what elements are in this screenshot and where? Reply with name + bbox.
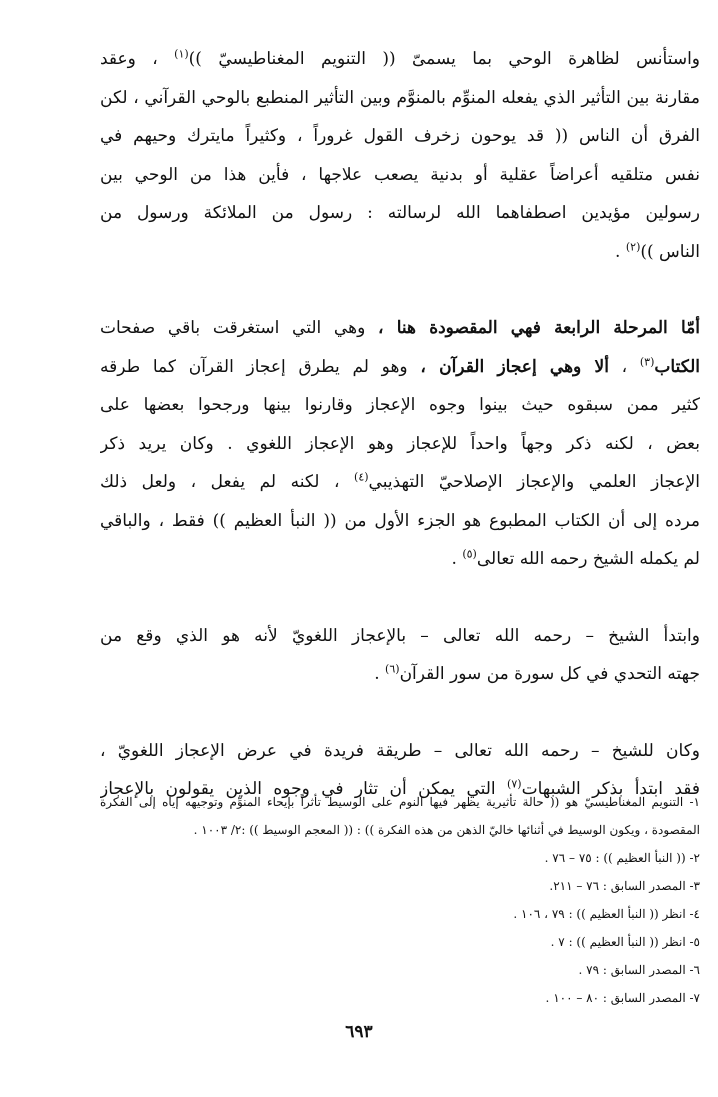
- paragraph-3: [100, 617, 700, 694]
- paragraph-2-line-5-a: الإعجاز العلمي والإعجاز الإصلاحيّ التهذيبي: [368, 472, 700, 492]
- paragraph-2-line-1-rest: وهي التي استغرقت باقي صفحات: [100, 318, 378, 338]
- footnote-ref-6: (٦): [385, 662, 400, 676]
- footnote-1-line-1: ١- التنويم المغناطيسيّ هو (( حالة تأثيرية يظهر فيها النوم على الوسيط تأثراً بإيحاء المنوِّم وتوجيهه إياه إلى الفكرة: [100, 795, 700, 809]
- footnote-ref-5: (٥): [462, 547, 477, 561]
- footnote-4: ٤- انظر (( النبأ العظيم )) : ٧٩ ، ١٠٦ .: [513, 907, 700, 921]
- paragraph-2-line-7: [100, 540, 700, 579]
- footnote-3: ٣- المصدر السابق : ٧٦ – ٢١١.: [549, 879, 700, 893]
- footnote-1-line-2: المقصودة ، ويكون الوسيط في أثنائها خاليّ الذهن من هذه الفكرة )) : (( المعجم الوسيط )) :٢/ ١٠٠٣ .: [193, 823, 700, 837]
- paragraph-2-separator: ،: [608, 356, 640, 377]
- paragraph-3-line-1: وابتدأ الشيخ – رحمه الله تعالى – بالإعجاز اللغويّ لأنه هو الذي وقع من: [100, 625, 700, 646]
- paragraph-2-line-2: [100, 348, 700, 387]
- paragraph-2: [100, 309, 700, 579]
- paragraph-4-line-1: وكان للشيخ – رحمه الله تعالى – طريقة فريدة في عرض الإعجاز اللغويّ ،: [100, 740, 700, 761]
- bold-book: الكتاب: [654, 356, 700, 377]
- footnotes: [100, 788, 700, 1012]
- paragraph-2-line-5: [100, 463, 700, 502]
- bold-quran-miracle: ألا وهي إعجاز القرآن ،: [420, 356, 609, 377]
- footnote-7: ٧- المصدر السابق : ٨٠ – ١٠٠ .: [545, 991, 700, 1005]
- paragraph-4-line-2-b: التي يمكن أن تثار في وجوه الذين يقولون بالإعجاز: [100, 779, 508, 799]
- paragraph-1-line-6: [100, 233, 700, 272]
- footnote-ref-2: (٢): [625, 239, 641, 253]
- paragraph-3-line-2: [100, 655, 700, 694]
- footnote-2: ٢- (( النبأ العظيم )) : ٧٥ – ٧٦ .: [544, 851, 700, 865]
- main-text: [100, 40, 700, 809]
- paragraph-1-line-3: الفرق أن الناس (( قد يوحون زخرف القول غروراً ، وكثيراً مايترك وحيهم في: [100, 126, 700, 146]
- paragraph-2-line-2-rest: وهو لم يطرق إعجاز القرآن كما طرقه: [100, 356, 421, 377]
- paragraph-1-line-1-text: واستأنس لظاهرة الوحي بما يسمىّ (( التنويم المغناطيسيّ )): [188, 49, 700, 69]
- paragraph-1: [100, 40, 700, 271]
- paragraph-3-line-2-b: .: [374, 664, 386, 684]
- page-number: ٦٩٣: [345, 1022, 373, 1042]
- paragraph-1-line-4: نفس متلقيه أعراضاً عقلية أو بدنية يصعب علاجها ، فأين هذا من الوحي بين: [100, 164, 700, 185]
- paragraph-2-line-4: بعض ، لكنه ذكر وجهاً واحداً للإعجاز وهو الإعجاز اللغوي . وكان يريد ذكر: [100, 433, 700, 454]
- paragraph-1-line-2: مقارنة بين التأثير الذي يفعله المنوِّم بالمنوَّم وبين التأثير المنطبع بالوحي القرآني ، لكن: [100, 87, 700, 108]
- paragraph-3-line-2-a: جهته التحدي في كل سورة من سور القرآن: [399, 664, 700, 684]
- paragraph-2-line-3: كثير ممن سبقوه حيث بينوا وجوه الإعجاز وقارنوا بينها ورجحوا بعضها على: [100, 395, 700, 415]
- paragraph-2-line-7-b: .: [451, 549, 463, 569]
- footnote-ref-4: (٤): [354, 470, 369, 484]
- paragraph-2-line-6: مرده إلى أن الكتاب المطبوع هو الجزء الأول من (( النبأ العظيم )) فقط ، والباقي: [100, 510, 700, 531]
- paragraph-2-line-7-a: لم يكمله الشيخ رحمه الله تعالى: [476, 549, 700, 569]
- paragraph-2-line-5-b: ، لكنه لم يفعل ، ولعل ذلك: [100, 472, 355, 492]
- paragraph-1-line-6-text: الناس )): [640, 241, 700, 262]
- paragraph-4-line-2-a: فقد ابتدأ بذكر الشبهات: [521, 779, 700, 799]
- paragraph-1-line-5: رسولين مؤيدين اصطفاهما الله لرسالته : رسول من الملائكة ورسول من: [100, 203, 700, 223]
- paragraph-1-line-1: [100, 40, 700, 79]
- heading-fourth-stage: أمّا المرحلة الرابعة فهي المقصودة هنا ،: [378, 318, 700, 338]
- footnote-ref-3: (٣): [639, 354, 655, 368]
- paragraph-1-line-6-tail: .: [615, 241, 626, 262]
- footnote-ref-7: (٧): [507, 777, 522, 791]
- paragraph-2-line-1: [100, 309, 700, 348]
- paragraph-spacer: [100, 694, 700, 732]
- footnote-6: ٦- المصدر السابق : ٧٩ .: [578, 963, 700, 977]
- paragraph-spacer: [100, 271, 700, 309]
- paragraph-spacer: [100, 579, 700, 617]
- paragraph-1-line-1-tail: ، وعقد: [100, 49, 175, 69]
- footnote-5: ٥- انظر (( النبأ العظيم )) : ٧ .: [550, 935, 700, 949]
- footnote-ref-1: (١): [174, 47, 189, 61]
